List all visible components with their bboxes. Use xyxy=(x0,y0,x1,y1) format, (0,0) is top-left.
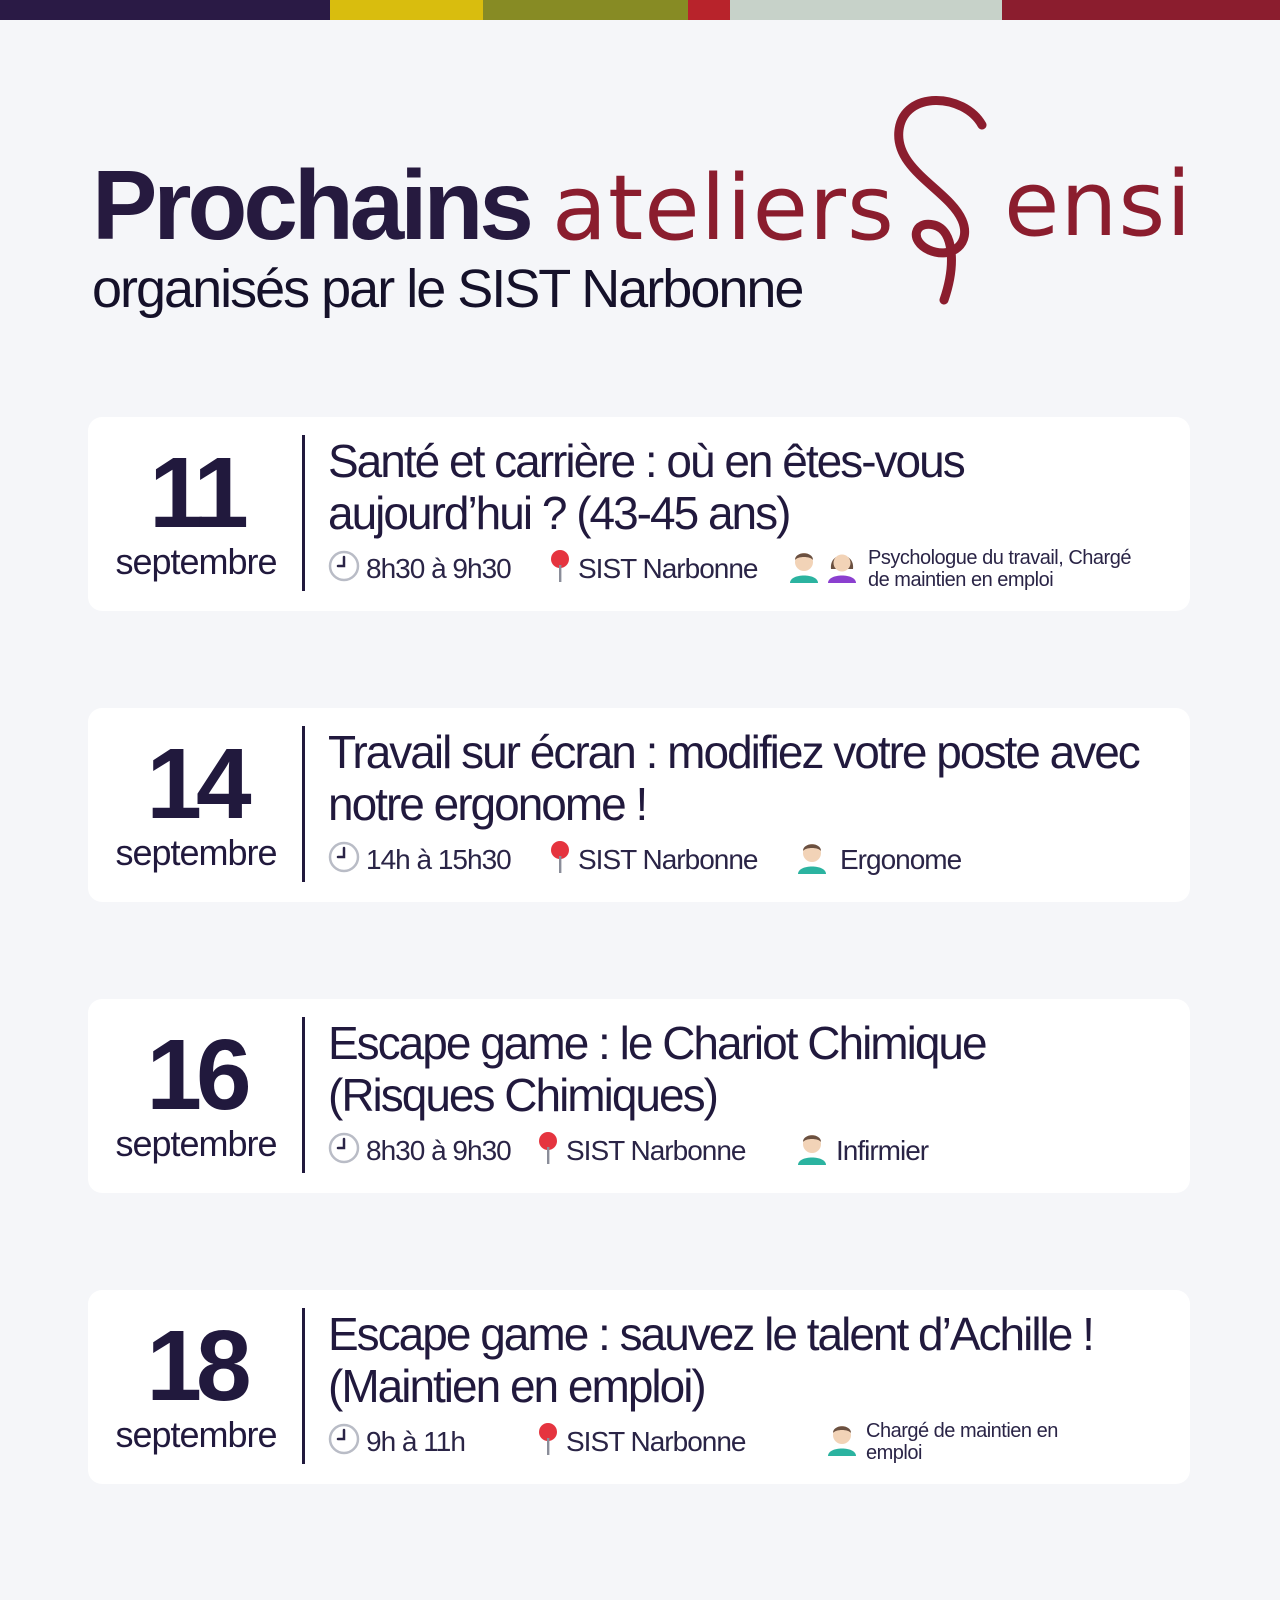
event-time xyxy=(328,838,511,882)
divider xyxy=(302,1017,305,1173)
event-card xyxy=(88,417,1190,611)
event-speakers-text: Chargé de maintien en emploi xyxy=(866,1420,1058,1464)
event-month: septembre xyxy=(115,1414,277,1455)
event-time-text: 9h à 11h xyxy=(366,1426,465,1457)
event-time xyxy=(328,1129,511,1173)
page-header xyxy=(92,150,1212,350)
divider xyxy=(302,1308,305,1464)
event-day: 14 xyxy=(146,728,246,840)
event-title: Santé et carrière : où en êtes-vous aujourd’hui ? (43-45 ans) xyxy=(328,435,964,539)
pin-icon xyxy=(536,1131,560,1172)
event-place xyxy=(536,1129,746,1173)
band-segment xyxy=(688,0,730,20)
event-month: septembre xyxy=(115,1123,277,1164)
event-speakers-text: Psychologue du travail, Chargé de maintien en emploi xyxy=(868,547,1131,591)
event-speakers xyxy=(826,1420,1066,1464)
event-speakers-text: Ergonome xyxy=(840,844,962,875)
event-speakers xyxy=(796,838,961,882)
event-speakers-text: Infirmier xyxy=(836,1135,929,1166)
event-place xyxy=(548,838,758,882)
event-card xyxy=(88,1290,1190,1484)
page-title xyxy=(92,150,895,260)
title-accent: ateliers xyxy=(551,156,895,261)
event-time-text: 8h30 à 9h30 xyxy=(366,553,511,584)
band-segment xyxy=(330,0,483,20)
pin-icon xyxy=(548,840,572,881)
event-place xyxy=(548,547,758,591)
event-month: septembre xyxy=(115,541,277,582)
event-speakers xyxy=(796,1129,928,1173)
page-subtitle: organisés par le SIST Narbonne xyxy=(92,259,803,319)
event-title: Escape game : sauvez le talent d’Achille ! (Maintien en emploi) xyxy=(328,1308,1093,1412)
event-time xyxy=(328,547,511,591)
pin-icon xyxy=(536,1422,560,1463)
title-main: Prochains xyxy=(92,150,530,260)
event-place-text: SIST Narbonne xyxy=(566,1426,746,1457)
event-day: 18 xyxy=(146,1310,246,1422)
pin-icon xyxy=(548,549,572,590)
event-day: 16 xyxy=(146,1019,246,1131)
sensi-logo xyxy=(874,95,1274,325)
divider xyxy=(302,726,305,882)
band-segment xyxy=(483,0,688,20)
event-place xyxy=(536,1420,746,1464)
band-segment xyxy=(1002,0,1280,20)
clock-icon xyxy=(328,841,360,880)
event-speakers xyxy=(788,547,1138,591)
event-title: Escape game : le Chariot Chimique (Risques Chimiques) xyxy=(328,1017,986,1121)
event-place-text: SIST Narbonne xyxy=(578,844,758,875)
event-place-text: SIST Narbonne xyxy=(578,553,758,584)
event-time xyxy=(328,1420,465,1464)
event-card xyxy=(88,999,1190,1193)
top-color-band xyxy=(0,0,1280,20)
man-icon xyxy=(788,549,820,590)
clock-icon xyxy=(328,1132,360,1171)
serpent-s-icon xyxy=(874,95,1014,325)
event-title: Travail sur écran : modifiez votre poste avec notre ergonome ! xyxy=(328,726,1139,830)
divider xyxy=(302,435,305,591)
event-month: septembre xyxy=(115,832,277,873)
clock-icon xyxy=(328,550,360,589)
event-card xyxy=(88,708,1190,902)
man-icon xyxy=(826,1422,858,1463)
event-day: 11 xyxy=(149,437,243,549)
event-time-text: 14h à 15h30 xyxy=(366,844,511,875)
band-segment xyxy=(0,0,330,20)
clock-icon xyxy=(328,1423,360,1462)
band-segment xyxy=(730,0,1002,20)
event-place-text: SIST Narbonne xyxy=(566,1135,746,1166)
logo-text: ensi xyxy=(1004,152,1193,257)
man-icon xyxy=(796,1131,828,1172)
woman-icon xyxy=(826,549,858,590)
man-icon xyxy=(796,840,828,881)
event-time-text: 8h30 à 9h30 xyxy=(366,1135,511,1166)
